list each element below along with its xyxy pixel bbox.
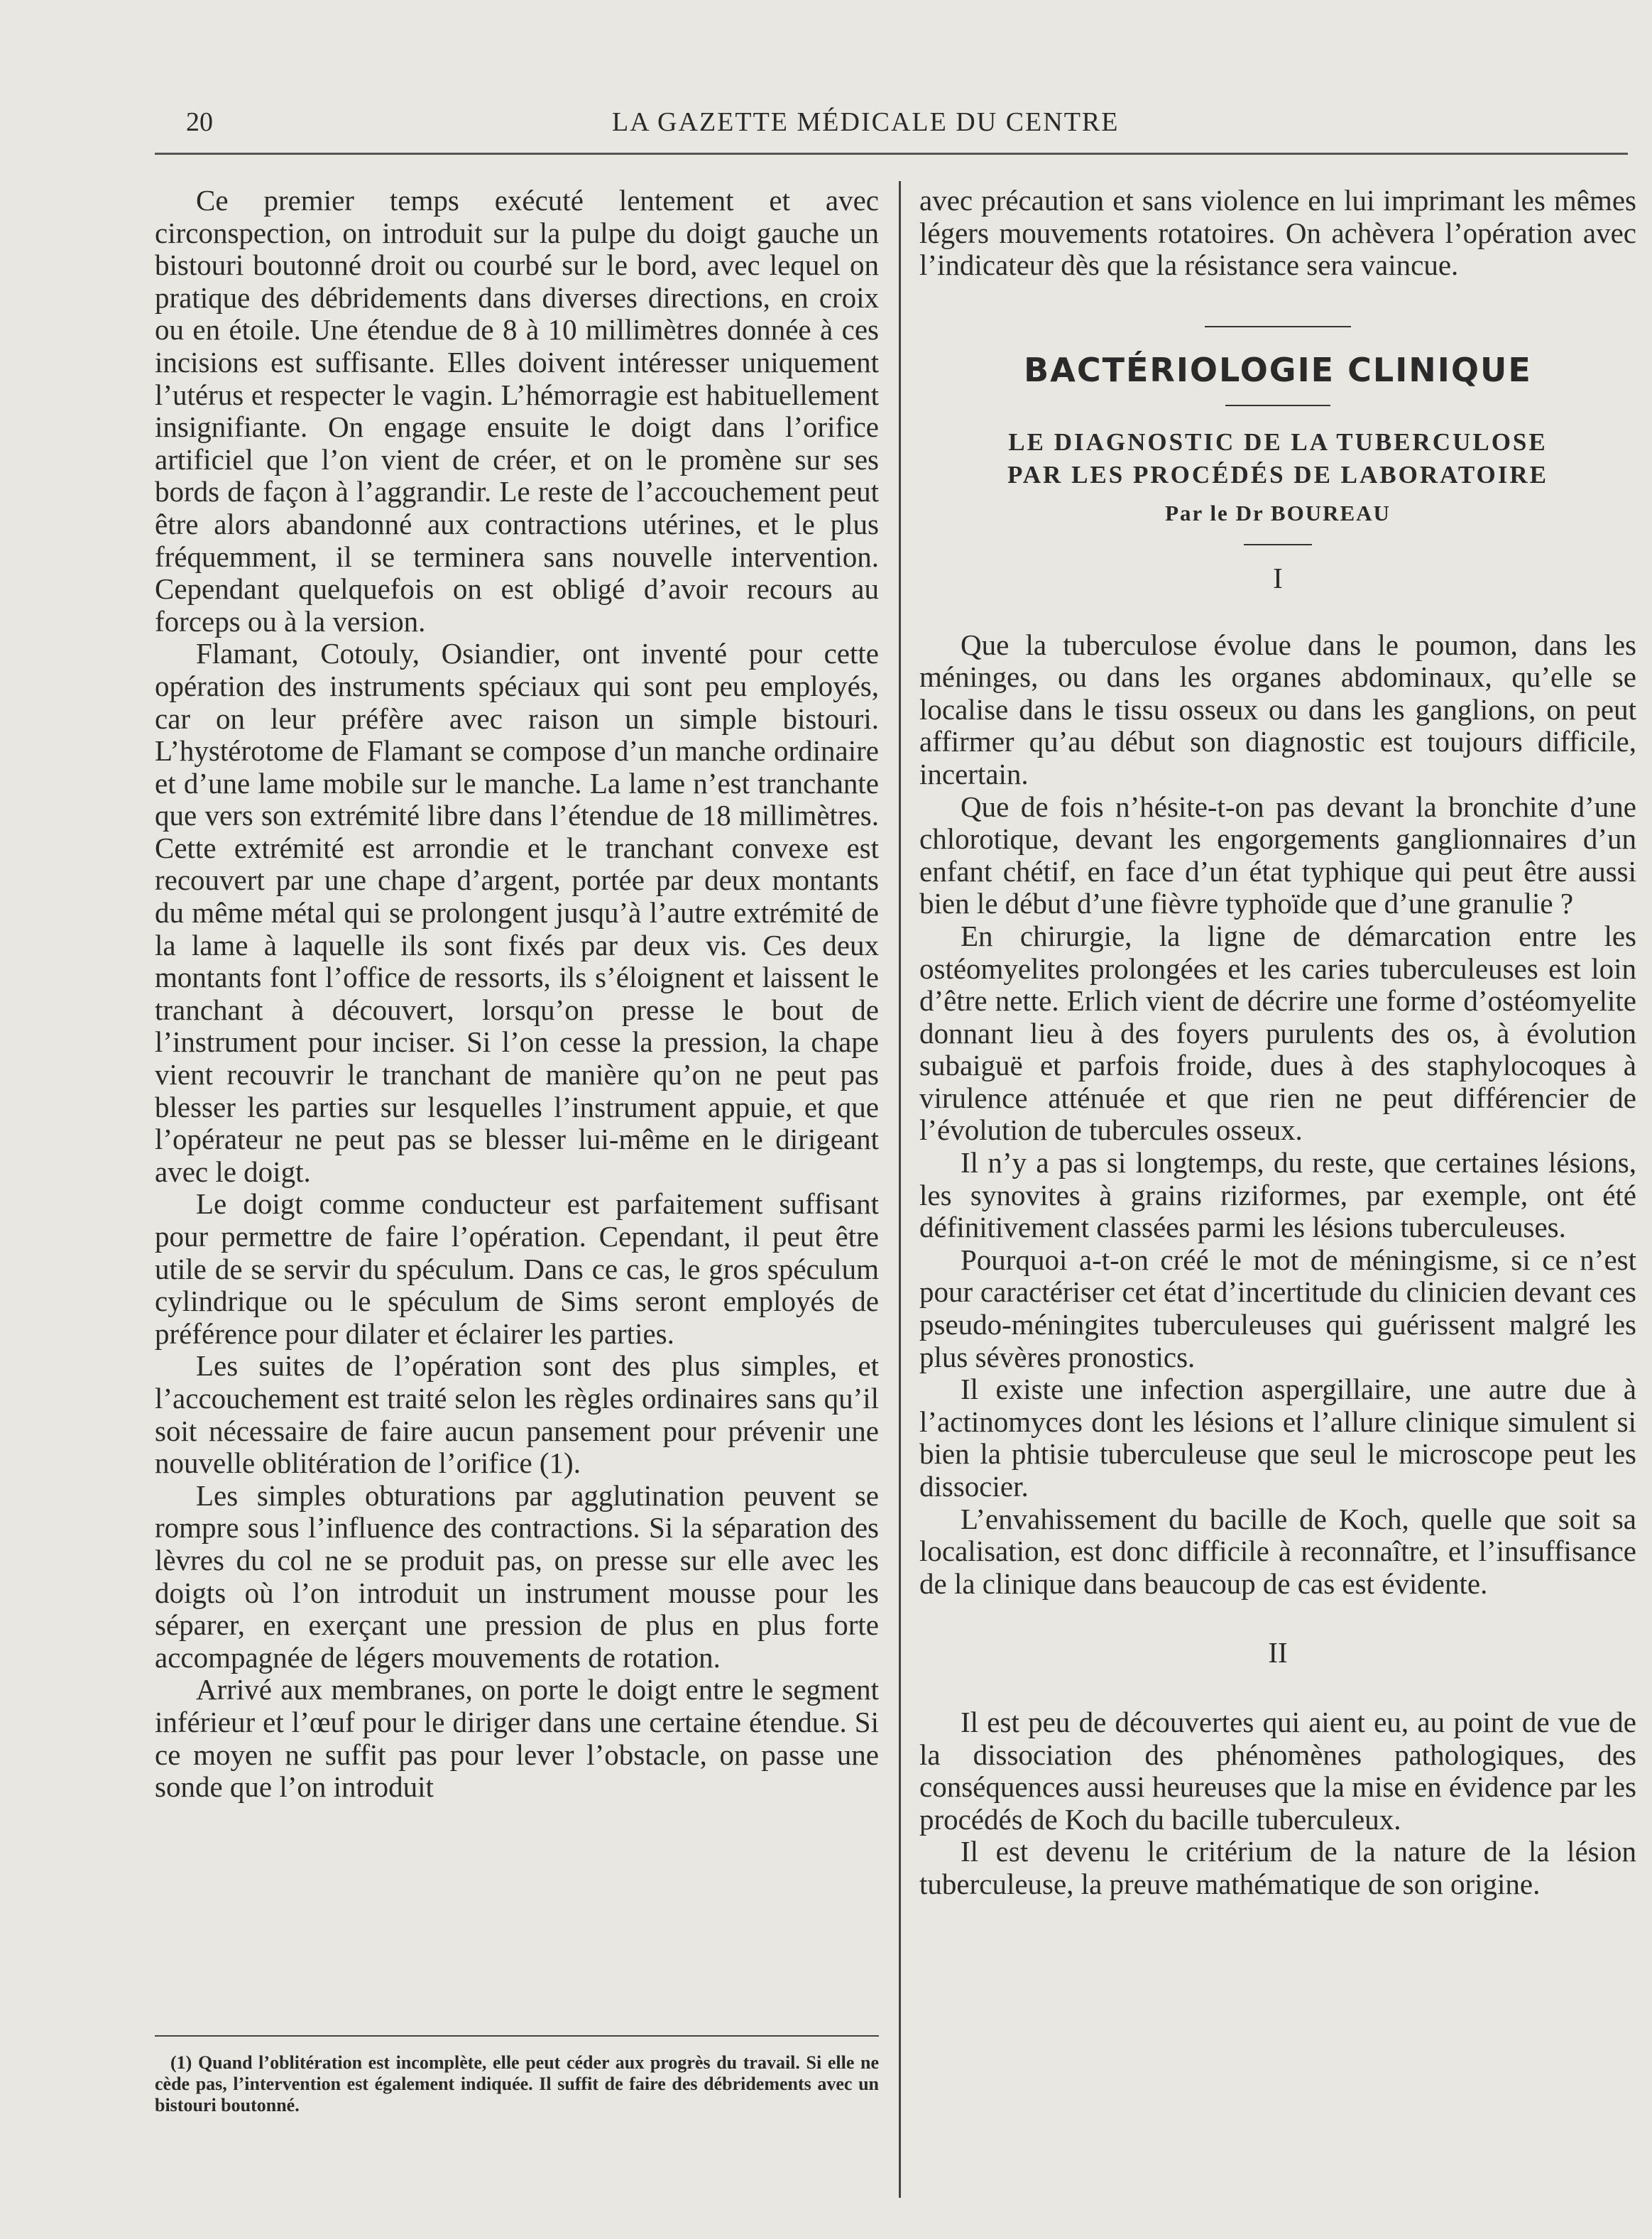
section-title: BACTÉRIOLOGIE CLINIQUE [1024,350,1532,389]
left-column [155,185,879,1804]
article-paragraph: L’envahissement du bacille de Koch, quelle que soit sa localisation, est donc difficile à reconnaître, et l’insuffisance de la clinique dans beaucoup de cas est évidente. [919,1502,1636,1600]
page-number: 20 [186,107,213,137]
footnote [155,2052,879,2116]
article-paragraph: Il existe une infection aspergillaire, une autre due à l’actinomyces dont les lésions et l’allure clinique simulent si bien la phtisie tuberculeuse que seul le microscope peut les dissocier. [919,1373,1636,1503]
footnote-text: (1) Quand l’oblitération est incomplète, elle peut céder aux progrès du travail. Si elle ne cède pas, l’intervention est également indiquée. Il suffit de faire des débridements avec un bistouri boutonné. [155,2052,879,2115]
article-paragraph: Que de fois n’hésite-t-on pas devant la bronchite d’une chlorotique, devant les engorgements ganglionnaires d’un enfant chétif, en face d’un état typhique qui peut être aussi bien le début d’une fièvre typhoïde que d’une granulie ? [919,790,1636,920]
article-title-line-2: PAR LES PROCÉDÉS DE LABORATOIRE [1007,461,1549,489]
article-paragraph: En chirurgie, la ligne de démarcation entre les ostéomyelites prolongées et les caries tuberculeuses est loin d’être nette. Erlich vient de décrire une forme d’ostéomyelite donnant lieu à des foyers purulents des os, à évolution subaiguë et parfois froide, dues à des staphylocoques à virulence atténuée et que rien ne peut différencier de l’évolution de tubercules osseux. [919,919,1636,1147]
part-numeral-2: II [1268,1636,1288,1669]
article-paragraph: Pourquoi a-t-on créé le mot de méningisme, si ce n’est pour caractériser cet état d’incertitude du clinicien devant ces pseudo-méningites tuberculeuses qui guérissent malgré les plus sévères pronostics. [919,1243,1636,1373]
left-paragraph: Arrivé aux membranes, on porte le doigt entre le segment inférieur et l’œuf pour le diriger dans une certaine étendue. Si ce moyen ne suffit pas pour lever l’obstacle, on passe une sonde que l’on introduit [155,1673,879,1804]
article-paragraph: Que la tuberculose évolue dans le poumon, dans les méninges, ou dans les organes abdominaux, qu’elle se localise dans le tissu osseux ou dans les ganglions, on peut affirmer qu’au début son diagnostic est toujours difficile, incertain. [919,628,1636,790]
article-title-line-1: LE DIAGNOSTIC DE LA TUBERCULOSE [1008,428,1548,457]
right-column [919,185,1636,1901]
continuation-paragraph: avec précaution et sans violence en lui imprimant les mêmes légers mouvements rotatoires. On achèvera l’opération avec l’indicateur dès que la résistance sera vaincue. [919,184,1636,282]
article-paragraph: Il est peu de découvertes qui aient eu, au point de vue de la dissociation des phénomènes pathologiques, des conséquences aussi heureuses que la mise en évidence par les procédés de Koch du bacille tuberculeux. [919,1705,1636,1836]
running-title: LA GAZETTE MÉDICALE DU CENTRE [612,107,1120,137]
footnote-rule [155,2035,879,2037]
part-numeral-1: I [1273,561,1283,594]
left-paragraph: Ce premier temps exécuté lentement et avec circonspection, on introduit sur la pulpe du doigt gauche un bistouri boutonné droit ou courbé sur le bord, avec lequel on pratique des débridements dans diverses directions, en croix ou en étoile. Une étendue de 8 à 10 millimètres donnée à ces incisions est suffisante. Elles doivent intéresser uniquement l’utérus et respecter le vagin. L’hémorragie est habituellement insignifiante. On engage ensuite le doigt dans l’orifice artificiel que l’on vient de créer, et on le promène sur ses bords de façon à l’aggrandir. Le reste de l’accouchement peut être alors abandonné aux contractions utérines, et le plus fréquemment, il se terminera sans nouvelle intervention. Cependant quelquefois on est obligé d’avoir recours au forceps ou à la version. [155,184,879,638]
byline: Par le Dr BOUREAU [1165,501,1391,526]
left-paragraph: Le doigt comme conducteur est parfaitement suffisant pour permettre de faire l’opération. Cependant, il peut être utile de se servir du spéculum. Dans ce cas, le gros spéculum cylindrique ou le spéculum de Sims seront employés de préférence pour dilater et éclairer les parties. [155,1187,879,1350]
left-paragraph: Les simples obturations par agglutination peuvent se rompre sous l’influence des contractions. Si la séparation des lèvres du col ne se produit pas, on presse sur elle avec les doigts où l’on introduit un instrument mousse pour les séparer, en exerçant une pression de plus en plus forte accompagnée de légers mouvements de rotation. [155,1478,879,1674]
header-rule [155,153,1628,155]
left-paragraph: Les suites de l’opération sont des plus simples, et l’accouchement est traité selon les règles ordinaires sans qu’il soit nécessaire de faire aucun pansement pour prévenir une nouvelle oblitération de l’orifice (1). [155,1349,879,1480]
column-divider [899,181,901,2198]
article-paragraph: Il n’y a pas si longtemps, du reste, que certaines lésions, les synovites à grains riziformes, par exemple, ont été définitivement classées parmi les lésions tuberculeuses. [919,1146,1636,1244]
article-paragraph: Il est devenu le critérium de la nature de la lésion tuberculeuse, la preuve mathématique de son origine. [919,1835,1636,1900]
page-header [186,107,1485,149]
left-paragraph: Flamant, Cotouly, Osiandier, ont inventé pour cette opération des instruments spéciaux qui sont peu employés, car on leur préfère avec raison un simple bistouri. L’hystérotome de Flamant se compose d’un manche ordinaire et d’une lame mobile sur le manche. La lame n’est tranchante que vers son extrémité libre dans l’étendue de 18 millimètres. Cette extrémité est arrondie et le tranchant convexe est recouvert par une chape d’argent, portée par deux montants du même métal qui se prolongent jusqu’à l’autre extrémité de la lame à laquelle ils sont fixés par deux vis. Ces deux montants font l’office de ressorts, ils s’éloignent et laissent le tranchant à découvert, lorsqu’on presse le bout de l’instrument pour inciser. Si l’on cesse la pression, la chape vient recouvrir le tranchant de manière qu’on ne peut pas blesser les parties sur lesquelles l’instrument appuie, et que l’opérateur ne peut pas se blesser lui-même en le dirigeant avec le doigt. [155,637,879,1188]
